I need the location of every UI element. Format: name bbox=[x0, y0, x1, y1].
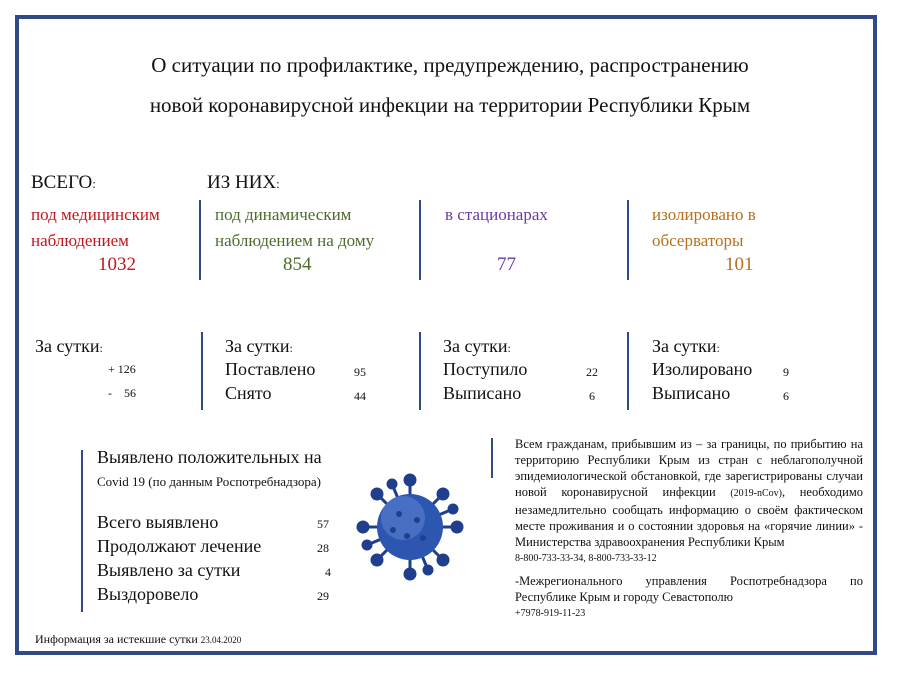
daily-heading: За сутки: bbox=[443, 336, 511, 356]
category-home-observation: под динамическим наблюдением на дому bbox=[215, 205, 375, 250]
page-title-line2: новой коронавирусной инфекции на территории Республики Крым bbox=[149, 93, 751, 117]
positive-row-label: Всего выявлено bbox=[97, 512, 219, 532]
positive-row-label: Продолжают лечение bbox=[97, 536, 262, 556]
notice-phones-2: +7978-919-11-23 bbox=[515, 608, 586, 619]
positive-row-label: Выздоровело bbox=[97, 584, 199, 604]
divider bbox=[81, 450, 83, 612]
positive-row-value: 29 bbox=[317, 589, 329, 603]
positive-row-value: 4 bbox=[325, 565, 331, 579]
category-medical-observation-value: 1032 bbox=[98, 254, 136, 275]
daily-row-value: 6 bbox=[589, 389, 595, 403]
daily-row-value: 9 bbox=[783, 365, 789, 379]
daily-row-label: Снято bbox=[225, 383, 272, 403]
category-medical-observation: под медицинским наблюдением bbox=[31, 205, 160, 250]
positive-row-value: 28 bbox=[317, 541, 329, 555]
category-observators-value: 101 bbox=[725, 254, 754, 275]
notice-text: Всем гражданам, прибывшим из – за границы, по прибытию на территорию Республики Крым из стран с неблагополучной эпидемиологической обстановкой, где зарегистрированы случаи новой коронавирусной инфекции (2019-nCov), необходимо незамедлительно сообщать информацию о своём фактическом месте проживания и о состоянии здоровья на «горячие линии» - Министерства здравоохранения Республики Крым 8-800-733-33-34, 8-800-733-33-12 -Межрегионального управления Роспотребнадзора по Республике Крым и городу Севастополю +7978-919-11-23 bbox=[515, 436, 863, 622]
daily-row-value: 95 bbox=[354, 365, 366, 379]
divider bbox=[201, 332, 203, 410]
divider bbox=[199, 200, 201, 280]
daily-row-label: Выписано bbox=[443, 383, 522, 403]
daily-heading: За сутки: bbox=[35, 336, 103, 356]
category-hospitals: в стационарах bbox=[445, 205, 548, 224]
daily-row-label: Поступило bbox=[443, 359, 528, 379]
daily-row-label: Изолировано bbox=[652, 359, 753, 379]
divider bbox=[491, 438, 493, 478]
positive-row-label: Выявлено за сутки bbox=[97, 560, 241, 580]
coronavirus-icon bbox=[355, 472, 465, 582]
daily-row-value: 44 bbox=[354, 389, 366, 403]
notice-paragraph-2: -Межрегионального управления Роспотребнадзора по Республике Крым и городу Севастополю bbox=[515, 574, 863, 604]
daily-row-value: 6 bbox=[783, 389, 789, 403]
divider bbox=[419, 332, 421, 410]
category-home-observation-value: 854 bbox=[283, 254, 312, 275]
daily-heading: За сутки: bbox=[652, 336, 720, 356]
category-hospitals-value: 77 bbox=[497, 254, 516, 275]
category-observators: изолировано в обсерваторы bbox=[652, 205, 756, 250]
of-them-header: ИЗ НИХ: bbox=[207, 172, 280, 193]
page-title-line1: О ситуации по профилактике, предупреждению, распространению bbox=[151, 53, 749, 77]
divider bbox=[419, 200, 421, 280]
positive-subheading: Covid 19 (по данным Роспотребнадзора) bbox=[97, 474, 321, 489]
footer-info: Информация за истекшие сутки 23.04.2020 bbox=[35, 632, 242, 646]
divider bbox=[627, 332, 629, 410]
daily-row-value: 22 bbox=[586, 365, 598, 379]
daily-plus: + 126 bbox=[108, 362, 136, 376]
daily-heading: За сутки: bbox=[225, 336, 293, 356]
divider bbox=[627, 200, 629, 280]
daily-row-label: Выписано bbox=[652, 383, 731, 403]
daily-minus: - 56 bbox=[108, 386, 136, 400]
positive-heading: Выявлено положительных на bbox=[97, 447, 322, 467]
notice-phones-1: 8-800-733-33-34, 8-800-733-33-12 bbox=[515, 553, 657, 564]
daily-row-label: Поставлено bbox=[225, 359, 316, 379]
total-header: ВСЕГО: bbox=[31, 172, 96, 193]
positive-row-value: 57 bbox=[317, 517, 329, 531]
